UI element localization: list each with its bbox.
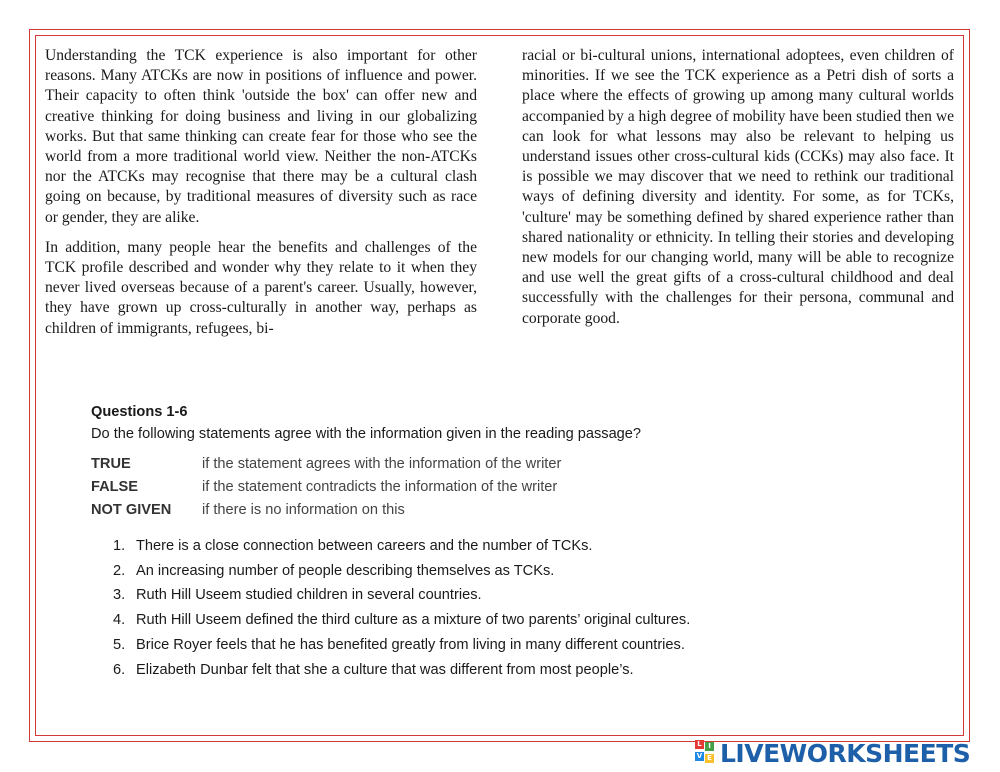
statement-text: Brice Royer feels that he has benefited greatly from living in many different countries. <box>136 636 685 653</box>
statement-item <box>91 583 851 608</box>
statement-item <box>91 559 851 584</box>
questions-heading: Questions 1-6 <box>91 404 188 420</box>
statement-number: 5. <box>113 636 126 653</box>
passage-paragraph: racial or bi-cultural unions, international adoptees, even children of minorities. If we see the TCK experience as a Petri dish of sorts a place where the effects of growing up among many cultural worlds accompanied by a high degree of mobility have been studied then we can look for what lessons may also be relevant to helping us understand issues other cross-cultural kids (CCKs) may also face. It is possible we may discover that we need to rethink our traditional ways of defining diversity and identity. For some, as for TCKs, 'culture' may be something defined by shared experience rather than shared nationality or ethnicity. In telling their stories and developing new models for our changing world, many will be able to recognize and use well the great gifts of a cross-cultural childhood and deal successfully with the challenges for their persona, communal and corporate good. <box>522 47 954 327</box>
logo-tile-i: I <box>705 742 714 751</box>
passage-right-column <box>522 46 954 339</box>
legend-desc: if the statement contradicts the information of the writer <box>202 479 558 495</box>
legend-row-not-given <box>91 499 851 522</box>
statement-number: 1. <box>113 538 126 554</box>
legend-desc: if there is no information on this <box>202 502 405 518</box>
legend-row-true <box>91 453 851 476</box>
statement-item <box>91 534 851 559</box>
legend-key: TRUE <box>91 456 131 472</box>
questions-instruction: Do the following statements agree with the information given in the reading passage? <box>91 426 642 442</box>
logo-tile-e: E <box>705 754 714 763</box>
statement-number: 4. <box>113 612 126 629</box>
statement-item <box>91 608 851 633</box>
legend-key: NOT GIVEN <box>91 502 172 518</box>
passage-left-column <box>45 46 477 349</box>
statement-item <box>91 658 851 683</box>
legend-row-false <box>91 476 851 499</box>
questions-section <box>91 401 851 682</box>
logo-tile-l: L <box>695 740 704 749</box>
liveworksheets-logo-icon <box>695 740 717 766</box>
statement-text: There is a close connection between careers and the number of TCKs. <box>136 538 593 554</box>
liveworksheets-brand[interactable] <box>695 737 970 769</box>
passage-paragraph: Understanding the TCK experience is also important for other reasons. Many ATCKs are now in positions of influence and power. Their capacity to often think 'outside the box' can offer new and creative thinking for doing business and living in our globalizing works. But that same thinking can create fear for those who see the world from a more traditional world view. Neither the non-ATCKs nor the ATCKs may recognise that there may be a cultural clash going on because, by traditional measures of diversity such as race or gender, they are alike. <box>45 47 477 226</box>
statement-text: Elizabeth Dunbar felt that she a culture that was different from most people’s. <box>136 661 634 678</box>
passage-paragraph: In addition, many people hear the benefits and challenges of the TCK profile described and wonder why they relate to it when they never lived overseas because of a parent's career. Usually, however, they have grown up cross-culturally in another way, perhaps as children of immigrants, refugees, bi- <box>45 238 477 337</box>
statement-list <box>91 534 851 682</box>
answer-legend <box>91 453 851 522</box>
statement-item <box>91 633 851 658</box>
statement-text: An increasing number of people describing themselves as TCKs. <box>136 562 555 579</box>
liveworksheets-wordmark: LIVEWORKSHEETS <box>720 738 971 768</box>
logo-tile-v: V <box>696 752 703 760</box>
statement-text: Ruth Hill Useem defined the third culture as a mixture of two parents’ original cultures. <box>136 612 691 629</box>
statement-text: Ruth Hill Useem studied children in several countries. <box>136 587 482 604</box>
legend-desc: if the statement agrees with the information of the writer <box>202 456 562 472</box>
legend-key: FALSE <box>91 479 139 495</box>
statement-number: 6. <box>113 661 126 678</box>
statement-number: 2. <box>113 562 126 579</box>
statement-number: 3. <box>113 587 126 604</box>
